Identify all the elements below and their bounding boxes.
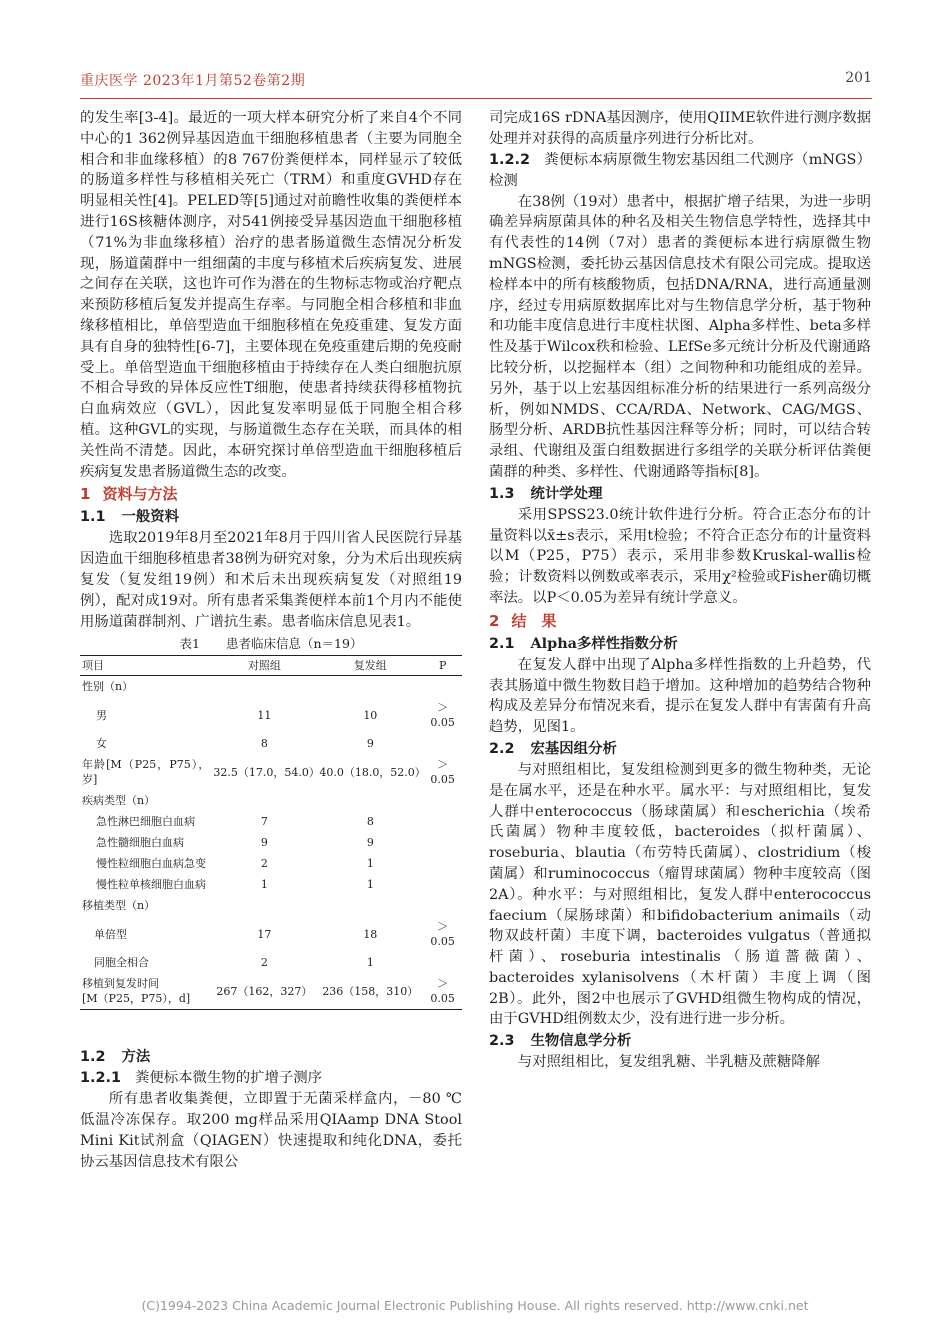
table-row xyxy=(80,916,462,952)
table-cell: 性别（n） xyxy=(82,680,134,694)
table-header-row xyxy=(80,656,462,676)
journal-title: 重庆医学 2023年1月第52卷第2期 xyxy=(80,73,306,89)
table-cell xyxy=(423,790,462,811)
table-cell xyxy=(317,895,423,916)
table-cell xyxy=(423,853,462,874)
paragraph: 与对照组相比，复发组检测到更多的微生物种类，无论是在属水平，还是在种水平。属水平：与对照组相比，复发人群中enterococcus（肠球菌属）和escherichia（埃希氏菌属）物种丰度较低，bacteroides（拟杆菌属）、roseburia、blautia（布劳特氏菌属）、clostridium（梭菌属）和ruminococcus（瘤胃球菌属）物种丰度较高（图2A）。种水平：与对照组相比，复发人群中enterococcus faecium（屎肠球菌）和bifidobacterium animails（动物双歧杆菌）丰度下调，bacteroides vulgatus（普通拟杆菌）、roseburia intestinalis（肠道蔷薇菌）、bacteroides xylanisolvens（木杆菌）丰度上调（图2B）。此外，图2中也展示了GVHD组微生物构成的情况，由于GVHD组例数太少，没有进行进一步分析。 xyxy=(489,761,871,1028)
subsubsection-heading: 1.2.1 粪便标本微生物的扩增子测序 xyxy=(80,1070,323,1087)
table-cell xyxy=(423,874,462,895)
table-header-cell: 项目 xyxy=(80,656,211,676)
clinical-info-table xyxy=(80,655,462,1010)
table-row xyxy=(80,676,462,698)
section-heading: 1 资料与方法 xyxy=(80,485,178,504)
table-cell-line: [M（P25，P75），d] xyxy=(82,992,191,1006)
table-row xyxy=(80,733,462,754)
table-cell: 1 xyxy=(366,956,374,970)
table-cell: 40.0（18.0，52.0） xyxy=(319,765,426,779)
copyright-footer: (C)1994-2023 China Academic Journal Electronic Publishing House. All rights reserved. http://www.cnki.net xyxy=(141,1298,809,1313)
table-cell: 慢性粒单核细胞白血病 xyxy=(96,878,206,892)
paragraph: 选取2019年8月至2021年8月于四川省人民医院行异基因造血干细胞移植患者38例为研究对象，分为术后出现疾病复发（复发组19例）和术后未出现疾病复发（对照组19例），配对成19对。所有患者采集粪便样本前1个月内不能使用肠道菌群制剂、广谱抗生素。患者临床信息见表1。 xyxy=(80,530,462,630)
table-row xyxy=(80,895,462,916)
table-cell: 267（162，327） xyxy=(211,973,317,1010)
table-cell: ＞0.05 xyxy=(430,701,455,730)
table-cell: 年龄[M（P25，P75），岁] xyxy=(82,758,210,787)
table-row xyxy=(80,697,462,733)
table-cell: 9 xyxy=(260,836,268,850)
table-cell: 9 xyxy=(366,836,374,850)
table-cell: 男 xyxy=(96,708,107,722)
table-cell xyxy=(317,790,423,811)
table-row xyxy=(80,790,462,811)
subsection-heading: 2.3 生物信息学分析 xyxy=(489,1032,632,1050)
table-cell xyxy=(423,952,462,973)
table-header-cell: 复发组 xyxy=(317,656,423,676)
table-row xyxy=(80,874,462,895)
table-cell xyxy=(211,790,317,811)
table-cell: 同胞全相合 xyxy=(94,956,149,970)
subsection-heading: 1.2 方法 xyxy=(80,1048,151,1066)
subsubsection-heading: 1.2.2 粪便标本病原微生物宏基因组二代测序（mNGS）检测 xyxy=(489,151,871,189)
table-cell xyxy=(80,973,211,1010)
subsection-heading: 1.1 一般资料 xyxy=(80,508,180,526)
header-rule xyxy=(80,98,872,99)
subsection-heading: 2.1 Alpha多样性指数分析 xyxy=(489,634,678,652)
table-header-cell: P xyxy=(423,656,462,676)
table-cell: 2 xyxy=(260,857,268,871)
table-cell xyxy=(423,895,462,916)
table-cell xyxy=(211,676,317,698)
table-cell: ＞0.05 xyxy=(430,758,455,787)
table-row xyxy=(80,853,462,874)
subsection-heading: 1.3 统计学处理 xyxy=(489,484,603,502)
left-column xyxy=(80,108,462,1173)
table-cell xyxy=(317,676,423,698)
table-cell xyxy=(423,832,462,853)
table-cell: 2 xyxy=(260,956,268,970)
table-cell xyxy=(211,895,317,916)
table-row xyxy=(80,754,462,790)
paragraph: 在复发人群中出现了Alpha多样性指数的上升趋势，代表其肠道中微生物数目趋于增加。这种增加的趋势结合物种构成及差异分布情况来看，提示在复发人群中有害菌有升高趋势，见图1。 xyxy=(489,656,871,736)
spacer xyxy=(80,1010,462,1046)
table-cell: 17 xyxy=(257,927,272,941)
paragraph: 采用SPSS23.0统计软件进行分析。符合正态分布的计量资料以x̄±s表示，采用t检验；不符合正态分布的计量资料以M（P25，P75）表示，采用非参数Kruskal-wallis检验；计数资料以例数或率表示，采用χ²检验或Fisher确切概率法。以P＜0.05为差异有统计学意义。 xyxy=(489,506,871,606)
table-cell: 慢性粒细胞白血病急变 xyxy=(96,857,206,871)
page-number: 201 xyxy=(845,70,872,86)
table-row xyxy=(80,832,462,853)
table-cell: 移植类型（n） xyxy=(82,899,156,913)
table-cell-line: 移植到复发时间 xyxy=(82,977,159,991)
table-cell: 急性髓细胞白血病 xyxy=(96,836,184,850)
table-cell xyxy=(423,733,462,754)
table-cell xyxy=(423,811,462,832)
table-cell: 10 xyxy=(363,708,378,722)
table-cell: 1 xyxy=(366,857,374,871)
table-cell: 1 xyxy=(260,878,268,892)
table-cell: 8 xyxy=(260,737,268,751)
table-cell xyxy=(423,676,462,698)
subsection-heading: 2.2 宏基因组分析 xyxy=(489,739,617,757)
table-header-cell: 对照组 xyxy=(211,656,317,676)
table-cell: 单倍型 xyxy=(94,927,127,941)
table-row xyxy=(80,973,462,1010)
paragraph: 在38例（19对）患者中，根据扩增子结果，为进一步明确差异病原菌具体的种名及相关生物信息学特性，选择其中有代表性的14例（7对）患者的粪便标本进行病原微生物mNGS检测，委托协云基因信息技术有限公司完成。提取送检样本中的所有核酸物质，包括DNA/RNA，进行高通量测序，经过专用病原数据库比对与生物信息学分析，基于物种和功能丰度信息进行丰度柱状图、Alpha多样性、beta多样性及基于Wilcox秩和检验、LEfSe多元统计分析及代谢通路比较分析，以挖掘样本（组）之间物种和功能组成的差异。另外，基于以上宏基因组标准分析的结果进行一系列高级分析，例如NMDS、CCA/RDA、Network、CAG/MGS、肠型分析、ARDB抗性基因注释等分析；同时，可以结合转录组、代谢组及蛋白组数据进行多组学的关联分析评估粪便菌群的种类、多样性、代谢通路等指标[8]。 xyxy=(489,193,872,480)
table-row xyxy=(80,811,462,832)
table-cell: ＞0.05 xyxy=(423,973,462,1010)
table-cell: 8 xyxy=(366,815,374,829)
running-header xyxy=(80,70,872,92)
paragraph: 所有患者收集粪便，立即置于无菌采样盒内，－80 ℃低温冷冻保存。取200 mg样品采用QIAamp DNA Stool Mini Kit试剂盒（QIAGEN）快速提取和纯化DNA，委托协云基因信息技术有限公 xyxy=(80,1091,462,1170)
table-cell: 236（158，310） xyxy=(317,973,423,1010)
paragraph: 与对照组相比，复发组乳糖、半乳糖及蔗糖降解 xyxy=(517,1054,821,1071)
table-caption: 表1 患者临床信息（n＝19） xyxy=(179,636,363,652)
table-cell: 32.5（17.0，54.0） xyxy=(213,765,320,779)
table-row xyxy=(80,952,462,973)
table-cell: 急性淋巴细胞白血病 xyxy=(96,815,195,829)
right-column xyxy=(489,108,871,1073)
intro-paragraph: 的发生率[3-4]。最近的一项大样本研究分析了来自4个不同中心的1 362例异基因造血干细胞移植患者（主要为同胞全相合和非血缘移植）的8 767份粪便样本，同样显示了较低的肠道多样性与移植相关死亡（TRM）和重度GVHD存在明显相关性[4]。PELED等[5]通过对前瞻性收集的粪便样本进行16S核糖体测序，对541例接受异基因造血干细胞移植（71%为非血缘移植）治疗的患者肠道微生态情况分析发现，肠道菌群中一组细菌的丰度与移植术后疾病复发、进展之间存在关联，这也许可作为潜在的生物标志物或治疗靶点来预防移植后复发并提高生存率。与同胞全相合移植和非血缘移植相比，单倍型造血干细胞移植在免疫重建、复发方面具有自身的独特性[6-7]，主要体现在免疫重建后期的免疫耐受上。单倍型造血干细胞移植由于持续存在人类白细胞抗原不相合导致的异体反应性T细胞，使患者持续获得移植物抗白血病效应（GVL），因此复发率明显低于同胞全相合移植。这种GVL的实现，与肠道微生态存在关联，而具体的相关性尚不清楚。因此，本研究探讨单倍型造血干细胞移植后疾病复发患者肠道微生态的改变。 xyxy=(80,110,462,480)
table-cell: 女 xyxy=(96,737,107,751)
table-cell: 7 xyxy=(260,815,268,829)
section-heading: 2 结 果 xyxy=(489,611,557,630)
table-cell: 9 xyxy=(366,737,374,751)
table-cell: 1 xyxy=(366,878,374,892)
table-cell: 疾病类型（n） xyxy=(82,794,156,808)
table-cell: ＞0.05 xyxy=(430,920,455,949)
table-cell: 11 xyxy=(257,708,272,722)
table-cell: 18 xyxy=(363,927,378,941)
paragraph: 司完成16S rDNA基因测序，使用QIIME软件进行测序数据处理并对获得的高质量序列进行分析比对。 xyxy=(489,110,871,147)
